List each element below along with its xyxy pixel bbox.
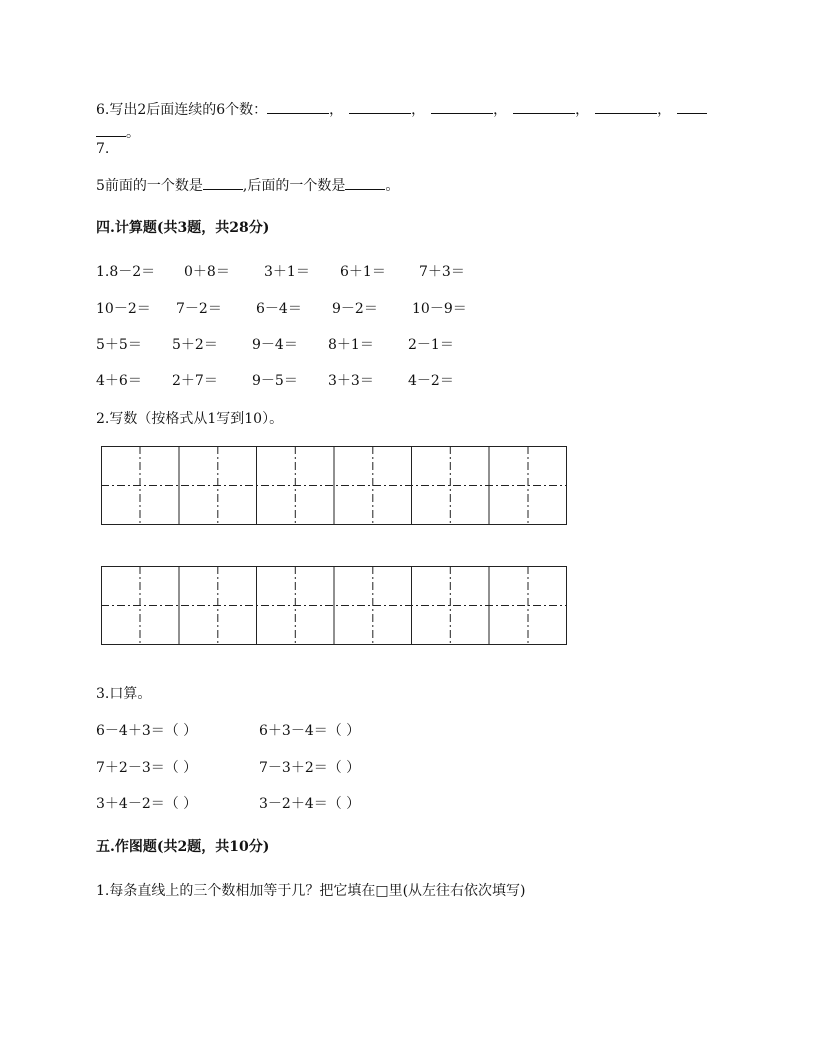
answer-blank[interactable] [431,101,493,114]
calc-item: 6＋1＝ [340,264,386,280]
writing-grid-lines [101,566,567,645]
answer-blank[interactable] [203,177,243,190]
writing-instruction: 2.写数（按格式从1写到10）。 [96,411,284,427]
writing-grid[interactable] [101,446,567,525]
question-7 [96,175,399,195]
question-7-end: 。 [385,178,400,194]
writing-grid[interactable] [101,566,567,645]
separator: ， [657,102,672,118]
oral-item: 3－2＋4＝（ ） [259,796,361,812]
answer-blank[interactable] [96,124,126,137]
question-6-continuation [96,122,140,142]
writing-grid-lines [101,446,567,525]
oral-item: 3＋4－2＝（ ） [96,796,198,812]
calc-item: 7＋3＝ [419,264,465,280]
calc-item: 2－1＝ [408,337,454,353]
question-6-text: 6.写出2后面连续的6个数： [96,102,268,118]
separator: ， [493,102,508,118]
oral-item: 6＋3－4＝（ ） [259,723,361,739]
calc-item: 1.8－2＝ [96,264,156,280]
answer-blank[interactable] [349,101,411,114]
calc-item: 6－4＝ [256,301,302,317]
question-6-end: 。 [126,125,140,141]
calc-item: 7－2＝ [176,301,222,317]
calc-item: 3＋1＝ [264,264,310,280]
answer-blank[interactable] [267,101,329,114]
calc-item: 5＋2＝ [172,337,218,353]
question-7-part1: 5前面的一个数是 [96,178,203,194]
oral-title: 3.口算。 [96,686,152,702]
oral-item: 7＋2－3＝（ ） [96,760,198,776]
calc-item: 4－2＝ [408,373,454,389]
section-4-title: 四.计算题(共3题，共28分) [96,220,270,236]
separator: ， [329,102,344,118]
answer-blank[interactable] [513,101,575,114]
calc-item: 10－9＝ [412,301,467,317]
section-5-question-1: 1.每条直线上的三个数相加等于几？把它填在□里(从左往右依次填写) [96,883,526,899]
calc-item: 9－5＝ [252,373,298,389]
calc-item: 9－4＝ [252,337,298,353]
question-7-number: 7. [96,141,110,157]
calc-item: 8＋1＝ [328,337,374,353]
oral-item: 6－4＋3＝（ ） [96,723,198,739]
question-6 [96,99,707,119]
separator: ， [411,102,426,118]
answer-blank[interactable] [345,177,385,190]
answer-blank[interactable] [677,101,707,114]
separator: ， [575,102,590,118]
answer-blank[interactable] [595,101,657,114]
oral-item: 7－3＋2＝（ ） [259,760,361,776]
section-5-title: 五.作图题(共2题，共10分) [96,839,270,855]
calc-item: 0＋8＝ [184,264,230,280]
calc-item: 5＋5＝ [96,337,142,353]
calc-item: 3＋3＝ [328,373,374,389]
calc-item: 9－2＝ [332,301,378,317]
calc-item: 10－2＝ [96,301,151,317]
calc-item: 4＋6＝ [96,373,142,389]
question-7-part2: ,后面的一个数是 [242,178,346,194]
calc-item: 2＋7＝ [172,373,218,389]
